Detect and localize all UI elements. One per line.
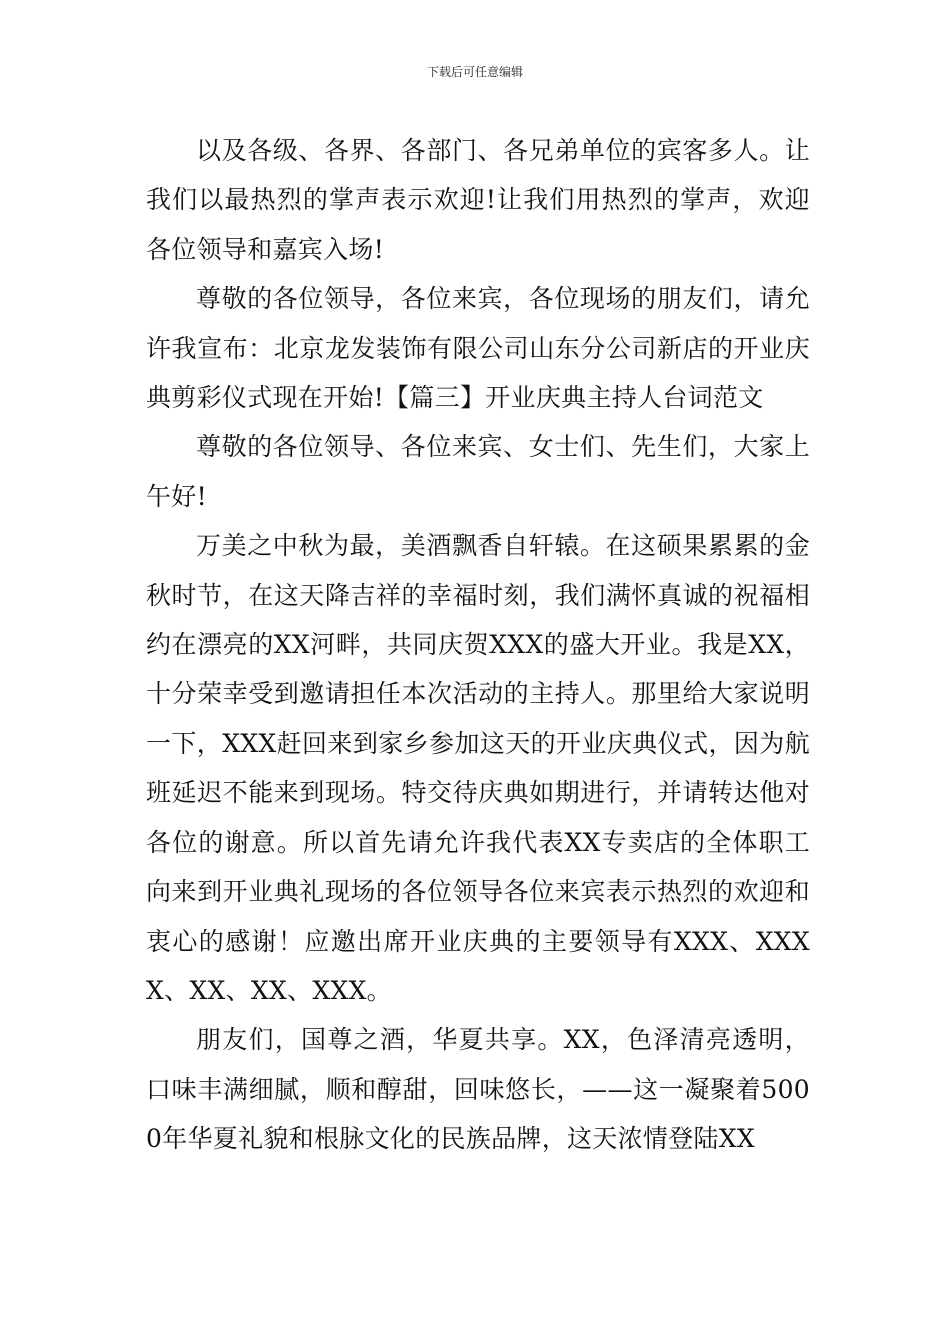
paragraph: 朋友们，国尊之酒，华夏共享。XX，色泽清亮透明，口味丰满细腻，顺和醇甜，回味悠长，——这一凝聚着5000年华夏礼貌和根脉文化的民族品牌，这天浓情登陆XX: [146, 1025, 810, 1154]
document-body: [146, 126, 810, 1164]
paragraph: 尊敬的各位领导，各位来宾，各位现场的朋友们，请允许我宣布：北京龙发装饰有限公司山东分公司新店的开业庆典剪彩仪式现在开始!【篇三】开业庆典主持人台词范文: [146, 284, 810, 413]
paragraph: 以及各级、各界、各部门、各兄弟单位的宾客多人。让我们以最热烈的掌声表示欢迎!让我们用热烈的掌声，欢迎各位领导和嘉宾入场!: [146, 136, 810, 264]
page-header: 下载后可任意编辑: [426, 65, 523, 79]
paragraph: 尊敬的各位领导、各位来宾、女士们、先生们，大家上午好!: [146, 432, 810, 511]
paragraph: 万美之中秋为最，美酒飘香自轩辕。在这硕果累累的金秋时节，在这天降吉祥的幸福时刻，我们满怀真诚的祝福相约在漂亮的XX河畔，共同庆贺XXX的盛大开业。我是XX，十分荣幸受到邀请担任本次活动的主持人。那里给大家说明一下，XXX赶回来到家乡参加这天的开业庆典仪式，因为航班延迟不能来到现场。特交待庆典如期进行，并请转达他对各位的谢意。所以首先请允许我代表XX专卖店的全体职工向来到开业典礼现场的各位领导各位来宾表示热烈的欢迎和衷心的感谢！应邀出席开业庆典的主要领导有XXX、XXXX、XX、XX、XXX。: [146, 531, 810, 1005]
